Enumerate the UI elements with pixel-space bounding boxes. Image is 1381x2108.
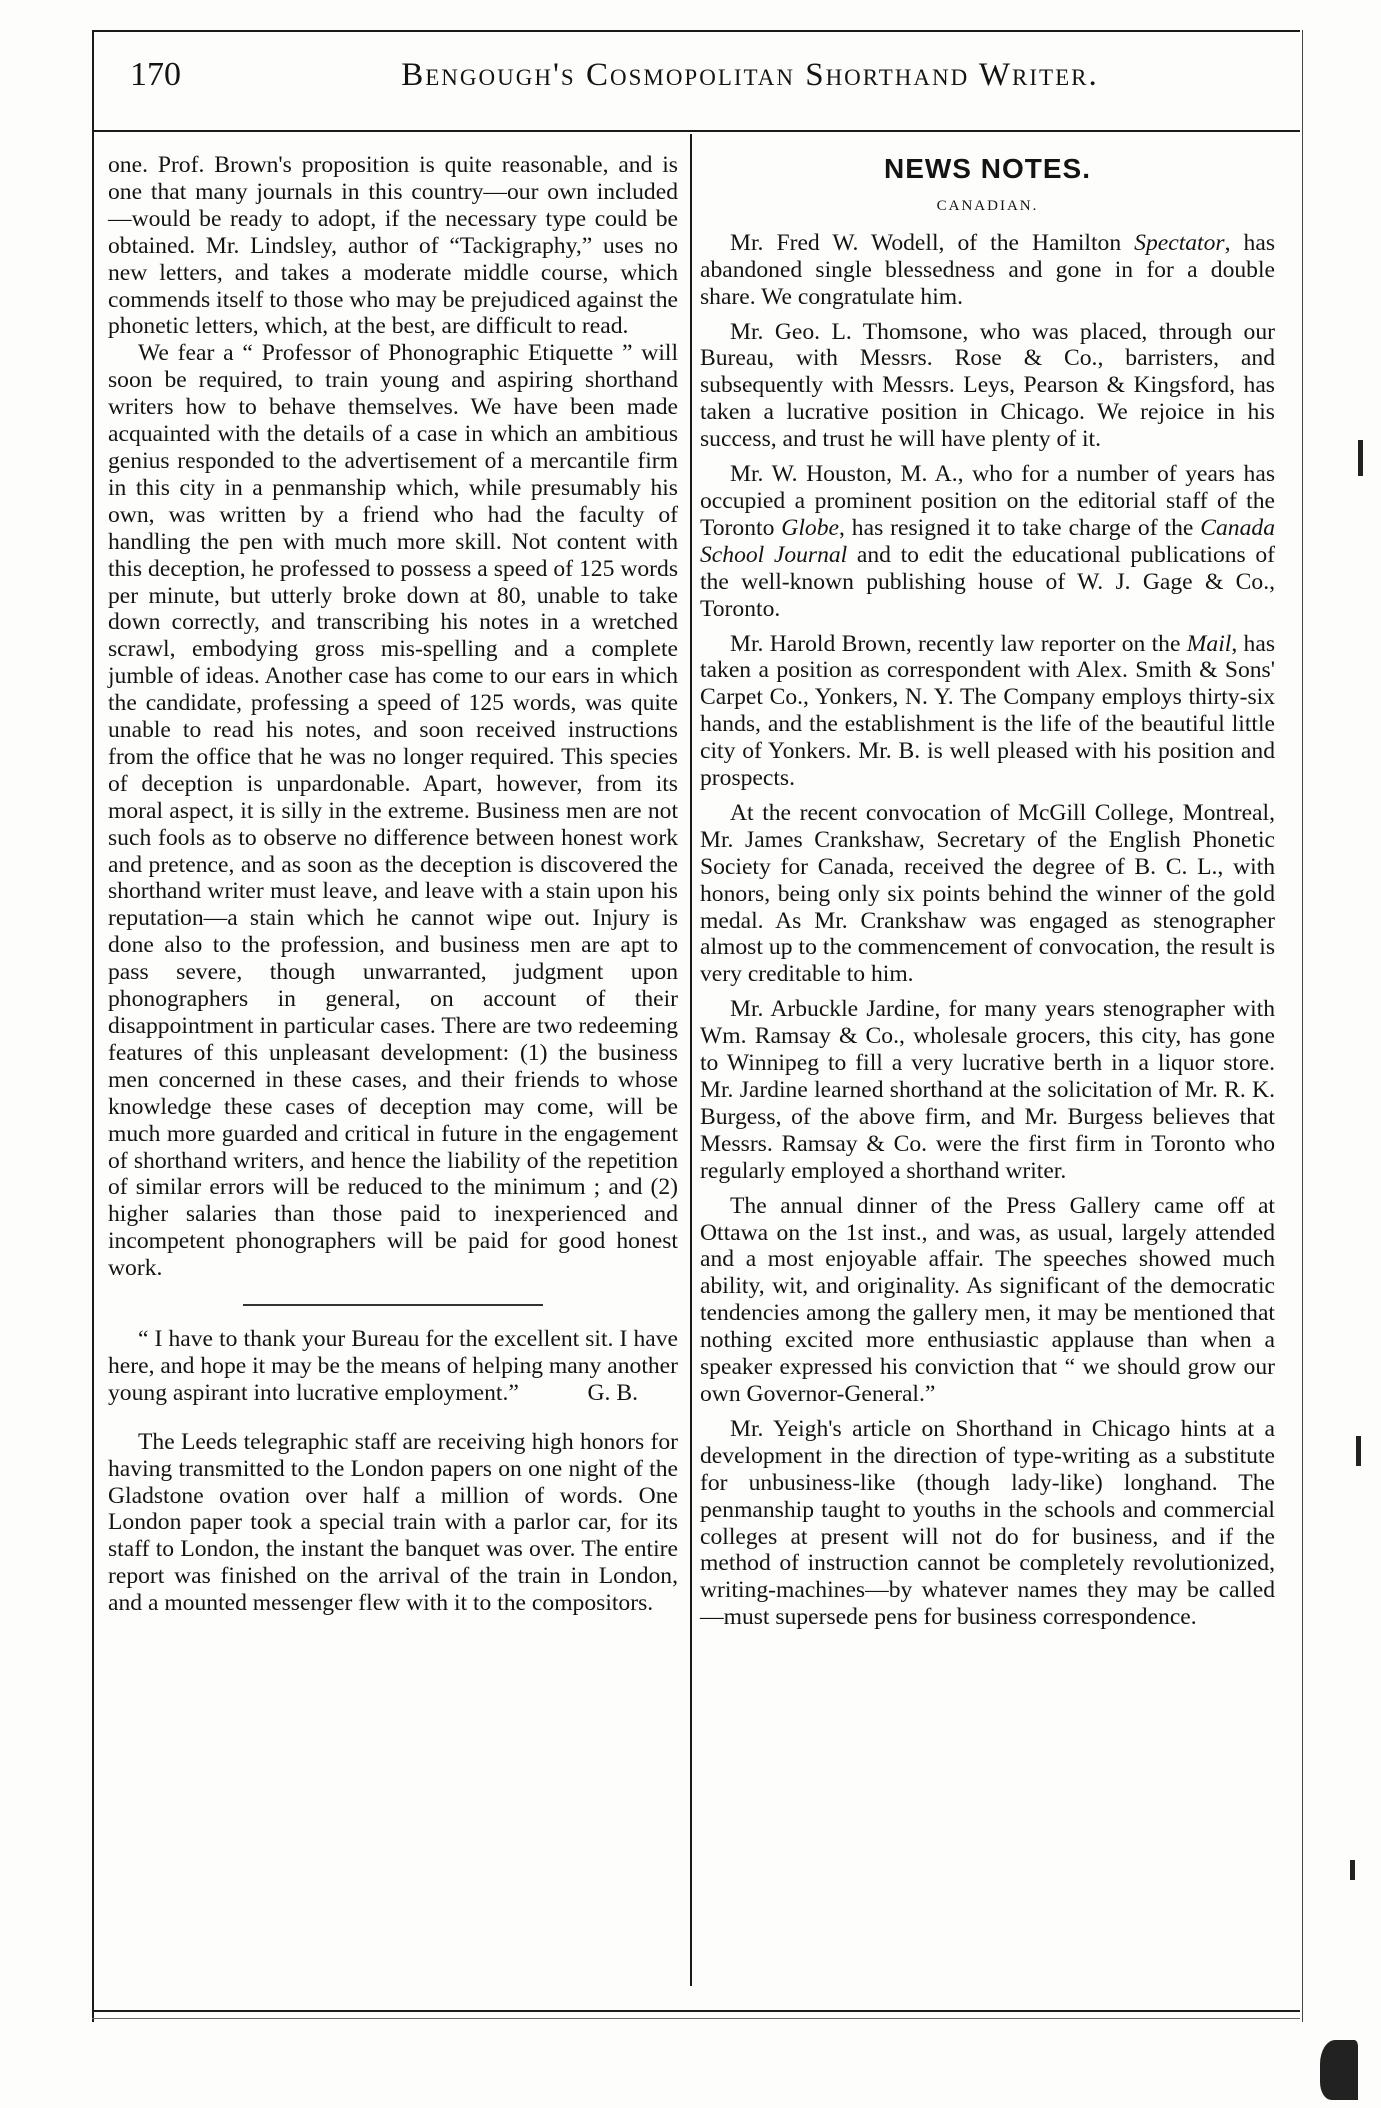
newspaper-name: Spectator	[1134, 229, 1225, 256]
header-rule	[92, 130, 1300, 132]
scan-edge-mark	[1358, 440, 1363, 476]
testimonial-text: “ I have to thank your Bureau for the excellent sit. I have here, and hope it may be the means of helping many another young aspirant into lucrative employment.”	[108, 1326, 678, 1406]
text-run: , has resigned it to take charge of the	[838, 514, 1201, 541]
text-run: , has taken a position as correspondent with Alex. Smith & Sons' Carpet Co., Yonkers, N. Y. The Company employs thirty-six hands, and the establishment is the life of the beautiful little city of Yonkers. Mr. B. is well pleased with his position and prospects.	[700, 630, 1275, 792]
text-run: Mr. Harold Brown, recently law reporter on the	[730, 630, 1187, 657]
paragraph-leeds: The Leeds telegraphic staff are receiving high honors for having transmitted to the London papers on one night of the Gladstone ovation over half a million of words. One London paper took a special train with a parlor car, for its staff to London, the instant the banquet was over. The entire report was finished on the arrival of the train in London, and a mounted messenger flew with it to the compositors.	[108, 1428, 678, 1617]
testimonial-signature: G. B.	[587, 1379, 638, 1406]
column-divider	[690, 134, 692, 1986]
journal-name: Canada School Journal	[700, 514, 1275, 568]
newspaper-name: Globe	[781, 514, 839, 541]
news-item-wodell	[700, 230, 1275, 311]
scan-corner-smudge	[1320, 2040, 1358, 2100]
paragraph-etiquette: We fear a “ Professor of Phonographic Etiquette ” will soon be required, to train young and aspiring shorthand writers how to behave themselves. We have been made acquainted with the details of a case in which an ambitious genius responded to the advertisement of a mercantile firm in this city in a penmanship which, while presumably his own, was written by a friend who had the faculty of handling the pen with much more skill. Not content with this deception, he professed to possess a speed of 125 words per minute, but utterly broke down at 80, unable to take down correctly, and transcribing his notes in a wretched scrawl, embodying gross mis-spelling and a complete jumble of ideas. Another case has come to our ears in which the candidate, professing a speed of 125 words, was quite unable to read his notes, and soon received instructions from the office that he was no longer required. This species of deception is unpardonable. Apart, however, from its moral aspect, it is silly in the extreme. Business men are not such fools as to observe no difference between honest work and pretence, and as soon as the deception is discovered the shorthand writer must leave, and leave with a stain upon his reputation—a stain which he cannot wipe out. Injury is done also to the profession, and business men are apt to pass severe, though unwarranted, judgment upon phonographers in general, on account of their disappointment in particular cases. There are two redeeming features of this unpleasant development: (1) the business men concerned in these cases, and their friends to whose knowledge these cases of deception may come, will be much more guarded and critical in future in the engagement of shorthand writers, and hence the liability of the repetition of similar errors will be reduced to the minimum ; and (2) higher salaries than those paid to inexperienced and incompetent phonographers will be paid for good honest work.	[108, 340, 678, 1282]
news-item-crankshaw: At the recent convocation of McGill College, Montreal, Mr. James Crankshaw, Secretary of the English Phonetic Society for Canada, received the degree of B. C. L., with honors, being only six points behind the winner of the gold medal. As Mr. Crankshaw was engaged as stenographer almost up to the commencement of convocation, the result is very creditable to him.	[700, 799, 1275, 988]
bottom-rule-thin	[92, 2018, 1300, 2019]
running-title: Bengough's Cosmopolitan Shorthand Writer.	[401, 57, 1099, 93]
section-title: NEWS NOTES.	[883, 153, 1091, 184]
news-item-brown	[700, 631, 1275, 792]
news-item-press-gallery: The annual dinner of the Press Gallery came off at Ottawa on the 1st inst., and was, as usual, largely attended and a most enjoyable affair. The speeches showed much ability, wit, and originality. As significant of the democratic tendencies among the gallery men, it may be mentioned that nothing excited more enthusiastic applause than when a speaker expressed his conviction that “ we should grow our own Governor-General.”	[700, 1192, 1275, 1407]
page-header	[130, 56, 1260, 108]
text-run: Mr. Fred W. Wodell, of the Hamilton	[730, 229, 1135, 256]
news-item-thomsone: Mr. Geo. L. Thomsone, who was placed, through our Bureau, with Messrs. Rose & Co., barristers, and subsequently with Messrs. Leys, Pearson & Kingsford, has taken a lucrative position in Chicago. We rejoice in his success, and trust he will have plenty of it.	[700, 318, 1275, 453]
scan-edge-mark	[1356, 1436, 1361, 1466]
bottom-rule	[92, 2010, 1300, 2012]
page-number: 170	[130, 56, 181, 93]
section-separator	[243, 1304, 543, 1306]
newspaper-name: Mail	[1186, 630, 1232, 657]
text-run: , has abandoned single blessedness and gone in for a double share. We congratulate him.	[700, 229, 1275, 310]
news-item-jardine: Mr. Arbuckle Jardine, for many years stenographer with Wm. Ramsay & Co., wholesale grocers, this city, has gone to Winnipeg to fill a very lucrative berth in a liquor store. Mr. Jardine learned shorthand at the solicitation of Mr. R. K. Burgess, of the above firm, and Mr. Burgess believes that Messrs. Ramsay & Co. were the first firm in Toronto who regularly employed a shorthand writer.	[700, 996, 1275, 1184]
paragraph-continuation: one. Prof. Brown's proposition is quite reasonable, and is one that many journals in this country—our own included—would be ready to adopt, if the necessary type could be obtained. Mr. Lindsley, author of “Tackigraphy,” uses no new letters, and takes a moderate middle course, which commends itself to those who may be prejudiced against the phonetic letters, which, at the best, are difficult to read.	[108, 152, 678, 340]
news-item-houston	[700, 461, 1275, 622]
subsection-title: CANADIAN.	[936, 197, 1039, 214]
scan-edge-mark	[1350, 1860, 1355, 1880]
text-run: Mr. W. Houston, M. A., who for a number of years has occupied a prominent position on the editorial staff of the Toronto	[700, 461, 1275, 541]
left-column	[108, 152, 678, 1617]
news-item-yeigh: Mr. Yeigh's article on Shorthand in Chicago hints at a development in the direction of type-writing as a substitute for unbusiness-like (though lady-like) longhand. The penmanship taught to youths in the schools and commercial colleges at present will not do for business, and if the method of instruction cannot be completely revolutionized, writing-machines—by whatever names they may be called—must supersede pens for business correspondence.	[700, 1415, 1275, 1631]
right-column	[700, 152, 1275, 1631]
text-run: and to edit the educational publications of the well-known publishing house of W. J. Gage & Co., Toronto.	[700, 541, 1275, 622]
